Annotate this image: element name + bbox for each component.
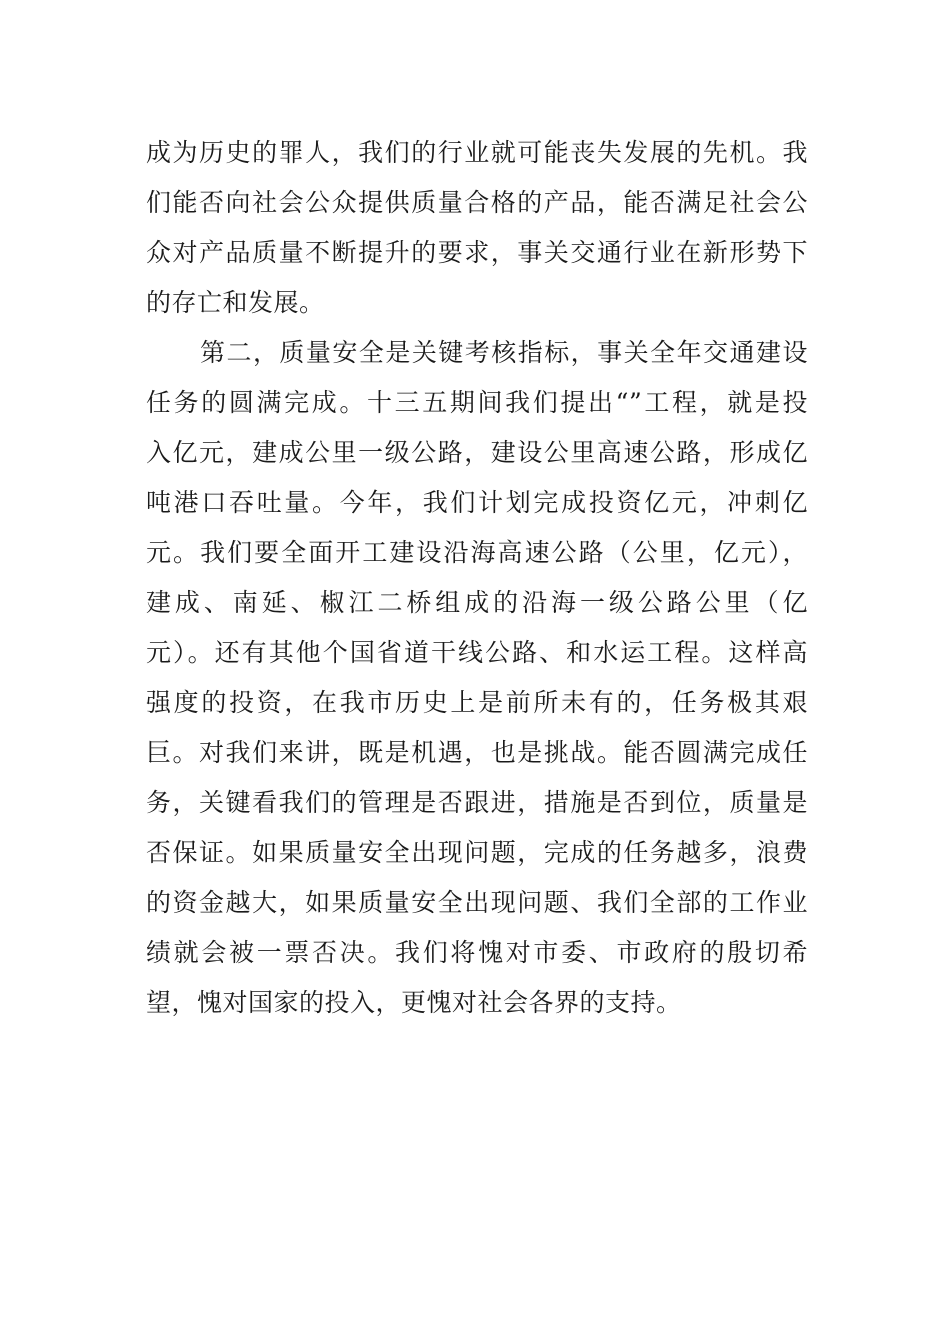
document-body — [146, 128, 808, 1028]
paragraph-2 — [146, 328, 808, 1028]
text-line: 任务的圆满完成。十三五期间我们提出“”工程，就是投 — [146, 388, 808, 417]
text-line: 否保证。如果质量安全出现问题，完成的任务越多，浪费 — [146, 838, 808, 867]
text-line: 们能否向社会公众提供质量合格的产品，能否满足社会公 — [146, 188, 808, 217]
text-line: 巨。对我们来讲，既是机遇，也是挑战。能否圆满完成任 — [146, 738, 808, 767]
text-line: 成为历史的罪人，我们的行业就可能丧失发展的先机。我 — [146, 138, 808, 167]
text-line: 绩就会被一票否决。我们将愧对市委、市政府的殷切希 — [146, 938, 808, 967]
text-line: 众对产品质量不断提升的要求，事关交通行业在新形势下 — [146, 238, 808, 267]
text-line: 强度的投资，在我市历史上是前所未有的，任务极其艰 — [146, 688, 808, 717]
text-line: 的存亡和发展。 — [146, 288, 325, 317]
text-line: 第二，质量安全是关键考核指标，事关全年交通建设 — [200, 338, 808, 367]
paragraph-1 — [146, 128, 808, 328]
text-line: 元）。还有其他个国省道干线公路、和水运工程。这样高 — [146, 638, 808, 667]
text-line: 的资金越大，如果质量安全出现问题、我们全部的工作业 — [146, 888, 808, 917]
text-line: 入亿元，建成公里一级公路，建设公里高速公路，形成亿 — [146, 438, 808, 467]
text-line: 务，关键看我们的管理是否跟进，措施是否到位，质量是 — [146, 788, 808, 817]
text-line: 元。我们要全面开工建设沿海高速公路（公里，亿元）， — [146, 538, 808, 567]
text-line: 望，愧对国家的投入，更愧对社会各界的支持。 — [146, 988, 682, 1017]
text-line: 吨港口吞吐量。今年，我们计划完成投资亿元，冲刺亿 — [146, 488, 808, 517]
text-line: 建成、南延、椒江二桥组成的沿海一级公路公里（亿 — [146, 588, 808, 617]
